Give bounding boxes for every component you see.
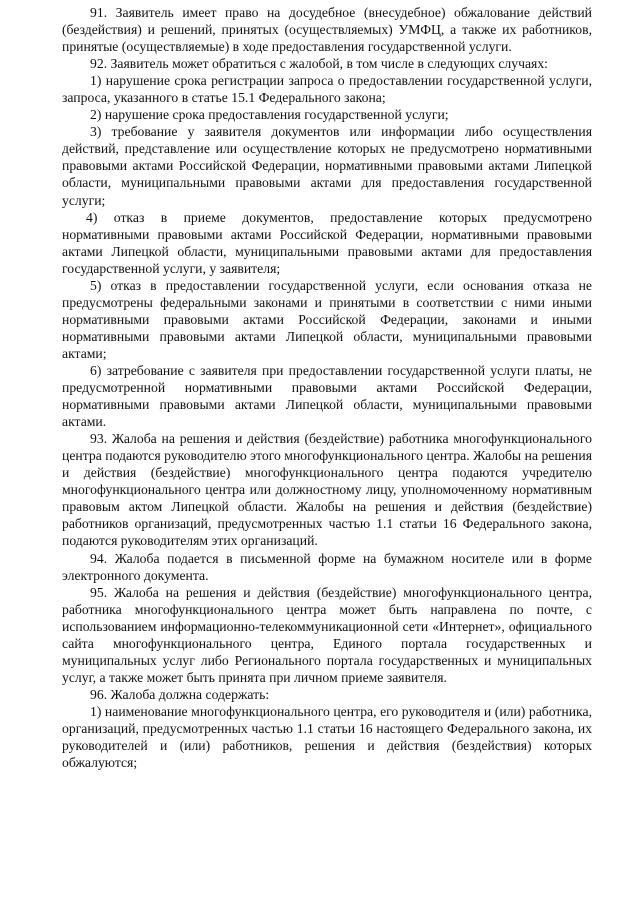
list-item-92-1: 1) нарушение срока регистрации запроса о предоставлении государственной услуги, запроса, указанного в статье 15.1 Федерального закона;	[62, 73, 592, 106]
list-item-92-6: 6) затребование с заявителя при предоставлении государственной услуги платы, не предусмотренной нормативными правовыми актами Российской Федерации, нормативными правовыми актами Липецкой области, муниципальными правовыми актами.	[62, 362, 592, 430]
list-item-96-1: 1) наименование многофункционального центра, его руководителя и (или) работника, организаций, предусмотренных частью 1.1 статьи 16 настоящего Федерального закона, их руководителей и (или) работников, решения и действия (бездействия) которых обжалуются;	[62, 703, 592, 771]
list-item-92-3: 3) требование у заявителя документов или информации либо осуществления действий, представление или осуществление которых не предусмотрено нормативными правовыми актами Российской Федерации, нормативными правовыми актами Липецкой области, муниципальными правовыми актами для предоставления государственной услуги;	[62, 124, 592, 208]
list-item-92-2: 2) нарушение срока предоставления государственной услуги;	[90, 107, 449, 123]
document-page	[62, 4, 592, 771]
paragraph-94: 94. Жалоба подается в письменной форме на бумажном носителе или в форме электронного документа.	[62, 550, 592, 583]
paragraph-91: 91. Заявитель имеет право на досудебное (внесудебное) обжалование действий (бездействия) и решений, принятых (осуществляемых) УМФЦ, а также их работников, принятые (осуществляемые) в ходе предоставления государственной услуги.	[62, 5, 592, 55]
list-item-92-4: 4) отказ в приеме документов, предоставление которых предусмотрено нормативными правовыми актами Российской Федерации, нормативными правовыми актами Липецкой области, муниципальными правовыми актами для предоставления государственной услуги, у заявителя;	[62, 209, 592, 276]
list-item-92-5: 5) отказ в предоставлении государственной услуги, если основания отказа не предусмотрены федеральными законами и принятыми в соответствии с ними иными нормативными правовыми актами Российской Федерации, законами и иными нормативными правовыми актами Липецкой области, муниципальными правовыми актами;	[62, 277, 592, 361]
paragraph-92: 92. Заявитель может обратиться с жалобой, в том числе в следующих случаях:	[90, 56, 548, 72]
paragraph-95: 95. Жалоба на решения и действия (бездействие) многофункционального центра, работника многофункционального центра может быть направлена по почте, с использованием информационно-телекоммуникационной сети «Интернет», официального сайта многофункционального центра, Единого портала государственных и муниципальных услуг либо Регионального портала государственных и муниципальных услуг, а также может быть принята при личном приеме заявителя.	[62, 584, 592, 685]
paragraph-96: 96. Жалоба должна содержать:	[90, 686, 270, 702]
paragraph-93: 93. Жалоба на решения и действия (бездействие) работника многофункционального центра подаются руководителю этого многофункционального центра. Жалобы на решения и действия (бездействие) многофункционального центра подаются учредителю многофункционального центра или должностному лицу, уполномоченному нормативным правовым актом Липецкой области. Жалобы на решения и действия (бездействие) работников организаций, предусмотренных частью 1.1 статьи 16 Федерального закона, подаются руководителям этих организаций.	[62, 431, 592, 549]
